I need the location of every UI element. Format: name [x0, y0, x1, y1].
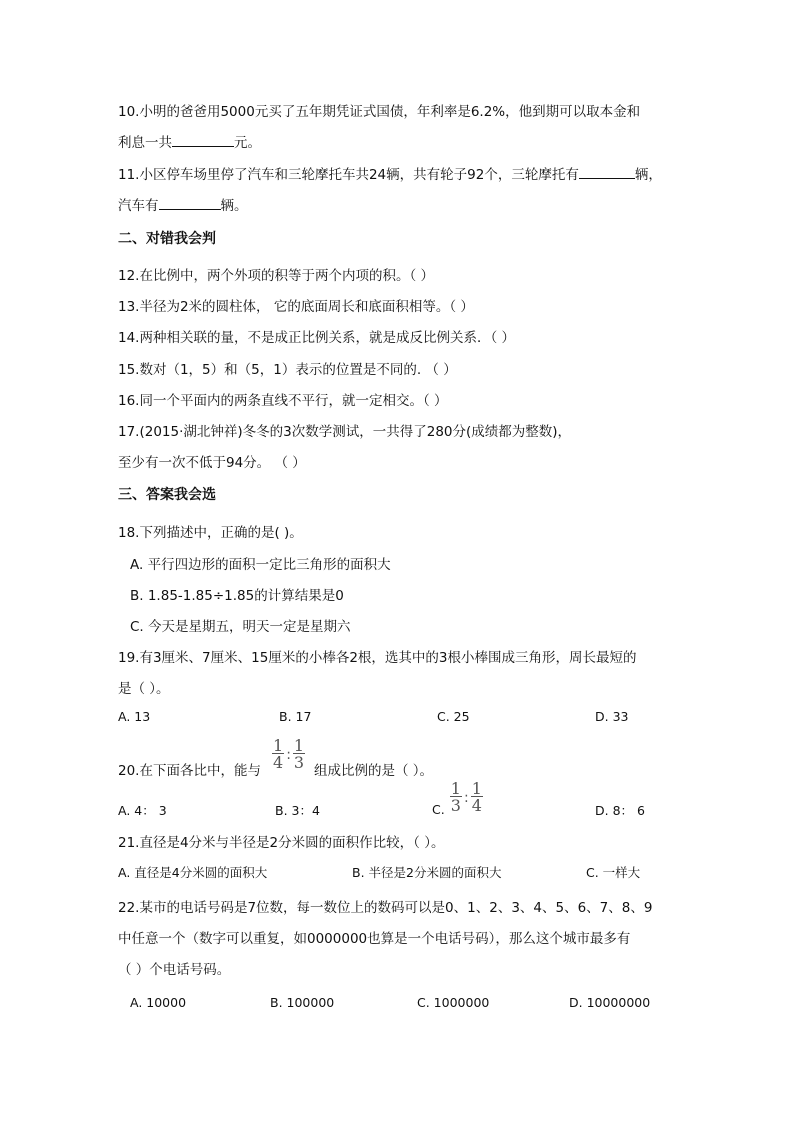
q17-line2: 至少有一次不低于94分。 （ ） [118, 455, 306, 471]
q21-option-c[interactable]: C. 一样大 [586, 865, 641, 880]
q11-blank-1[interactable] [579, 166, 635, 179]
q22-option-b[interactable]: B. 100000 [270, 995, 335, 1010]
q22-option-d[interactable]: D. 10000000 [569, 995, 651, 1010]
q10-line2 [118, 134, 261, 152]
q11-line2 [118, 197, 248, 215]
q20-option-c-colon: : [463, 789, 469, 806]
q21-option-b[interactable]: B. 半径是2分米圆的面积大 [352, 865, 502, 880]
q11-line1 [118, 166, 662, 184]
q11-blank-2[interactable] [159, 197, 221, 210]
q13: 13.半径为2米的圆柱体， 它的底面周长和底面积相等。（ ） [118, 299, 474, 315]
q20-option-c[interactable] [432, 781, 483, 817]
q18-option-a[interactable]: A. 平行四边形的面积一定比三角形的面积大 [130, 557, 391, 573]
q20-ratio-colon: : [286, 746, 291, 763]
q20-option-b[interactable]: B. 3：4 [275, 803, 320, 818]
q22-option-c[interactable]: C. 1000000 [417, 995, 490, 1010]
q10-text-b: 元。 [234, 135, 261, 151]
q20-stem-a: 20.在下面各比中，能与 [118, 763, 261, 779]
q20-option-c-label: C. [432, 802, 445, 817]
q18-stem: 18.下列描述中，正确的是( )。 [118, 525, 303, 541]
q16: 16.同一个平面内的两条直线不平行，就一定相交。（ ） [118, 393, 448, 409]
q20-ratio-fraction-1: $\frac{1}{4}$ [273, 736, 284, 772]
q11-text-c: 汽车有 [118, 198, 159, 214]
q20-option-c-fraction-2: $\frac{1}{4}$ [471, 779, 482, 815]
q15: 15.数对（1，5）和（5，1）表示的位置是不同的. （ ） [118, 362, 457, 378]
q19-option-d[interactable]: D. 33 [595, 709, 629, 724]
q20-stem-b: 组成比例的是（ ）。 [314, 763, 434, 779]
q11-text-b: 辆， [634, 167, 662, 183]
q21-option-a[interactable]: A. 直径是4分米圆的面积大 [118, 865, 268, 880]
q10-text-a: 利息一共 [118, 135, 172, 151]
q10-blank[interactable] [172, 134, 234, 147]
q22-line2: 中任意一个（数字可以重复，如0000000也算是一个电话号码），那么这个城市最多有 [118, 931, 631, 947]
q19-line2: 是（ ）。 [118, 681, 170, 697]
q22-line3: （ ）个电话号码。 [118, 962, 231, 978]
q18-option-c[interactable]: C. 今天是星期五，明天一定是星期六 [130, 619, 351, 635]
q20-option-c-fraction-1: $\frac{1}{3}$ [450, 779, 461, 815]
section-2-heading: 二、对错我会判 [118, 231, 216, 247]
q22-option-a[interactable]: A. 10000 [130, 995, 187, 1010]
q19-option-b[interactable]: B. 17 [279, 709, 312, 724]
section-3-heading: 三、答案我会选 [118, 487, 216, 503]
q22-line1: 22.某市的电话号码是7位数，每一数位上的数码可以是0、1、2、3、4、5、6、7、8、9 [118, 900, 653, 916]
q20-option-d[interactable]: D. 8： 6 [595, 803, 645, 818]
q19-option-c[interactable]: C. 25 [437, 709, 470, 724]
q14: 14.两种相关联的量，不是成正比例关系，就是成反比例关系．（ ） [118, 330, 516, 346]
q10-line1: 10.小明的爸爸用5000元买了五年期凭证式国债，年利率是6.2%，他到期可以取本金和 [118, 104, 641, 120]
q19-option-a[interactable]: A. 13 [118, 709, 151, 724]
q18-option-b[interactable]: B. 1.85-1.85÷1.85的计算结果是0 [130, 588, 344, 604]
q20-ratio-fraction-2: $\frac{1}{3}$ [293, 736, 305, 772]
q11-text-d: 辆。 [220, 198, 248, 214]
q19-line1: 19.有3厘米、7厘米、15厘米的小棒各2根，选其中的3根小棒围成三角形，周长最短的 [118, 650, 637, 666]
q17-line1: 17.(2015·湖北钟祥)冬冬的3次数学测试，一共得了280分(成绩都为整数)， [118, 424, 572, 440]
q12: 12.在比例中，两个外项的积等于两个内项的积。（ ） [118, 268, 435, 284]
q20-ratio-figure [272, 738, 305, 771]
q21-stem: 21.直径是4分米与半径是2分米圆的面积作比较，（ ）。 [118, 835, 445, 851]
q11-text-a: 11.小区停车场里停了汽车和三轮摩托车共24辆，共有轮子92个，三轮摩托有 [118, 167, 579, 183]
q20-option-a[interactable]: A. 4： 3 [118, 803, 167, 818]
